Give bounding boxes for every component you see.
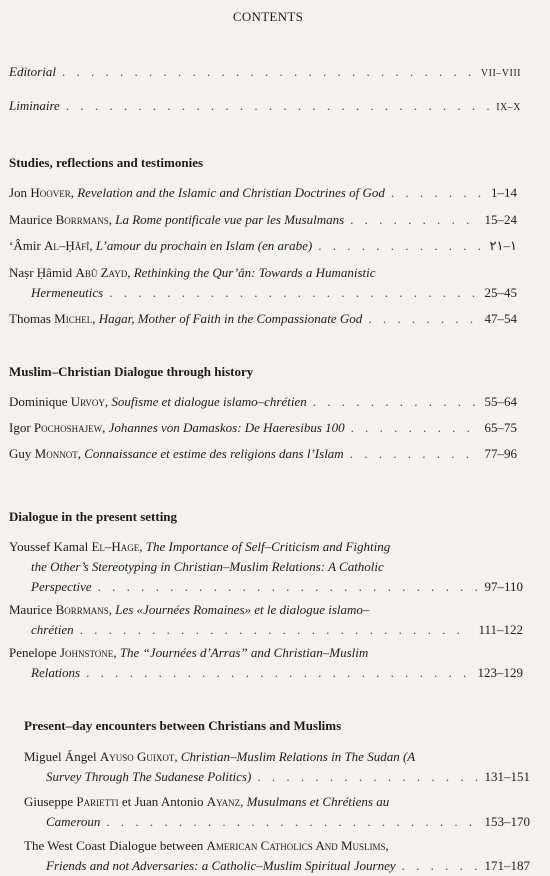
dot-leader	[86, 663, 471, 683]
dot-leader	[350, 444, 479, 464]
entry-pages: 123–129	[477, 665, 523, 680]
author-last: American Catholics And Muslims	[206, 838, 386, 853]
toc-entry[interactable]: Guy Monnot, Connaissance et estime des religions dans l’Islam . . . 77–96	[9, 444, 517, 464]
entry-title: Friends and not Adversaries: a Catholic–Muslim Spiritual Journey	[46, 858, 396, 873]
author-first: Dominique	[9, 394, 71, 409]
entry-pages: 47–54	[484, 311, 517, 326]
dot-leader	[350, 210, 478, 230]
entry-pages: 65–75	[484, 420, 517, 435]
section-heading: Dialogue in the present setting	[9, 509, 178, 524]
entry-pages: 111–122	[478, 622, 523, 637]
entry-title-cont: chrétien	[31, 622, 74, 637]
author-last: Hoover	[30, 185, 71, 200]
entry-pages: 55–64	[484, 394, 517, 409]
toc-entry[interactable]: Miguel Ángel Ayuso Guixot, Christian–Muslim Relations in The Sudan (A Survey Through The Sudanese Politics) . . . 131–151	[24, 747, 530, 787]
author-last: Parietti	[76, 794, 119, 809]
dot-leader	[106, 812, 478, 832]
entry-pages: 1–14	[491, 185, 517, 200]
entry-title: Revelation and the Islamic and Christian Doctrines of God	[77, 185, 385, 200]
entry-pages: 171–187	[484, 858, 530, 873]
toc-entry[interactable]: Maurice Borrmans, Les «Journées Romaines» et le dialogue islamo– chrétien . . . 111–122	[9, 600, 523, 640]
dot-leader	[391, 183, 485, 203]
entry-title-note: (en arabe)	[254, 238, 313, 253]
dot-leader	[98, 577, 479, 597]
toc-entry-editorial[interactable]	[9, 62, 521, 84]
dot-leader	[313, 392, 479, 412]
entry-title: Liminaire	[9, 98, 60, 113]
author-first: The West Coast Dialogue between	[24, 838, 207, 853]
entry-pages: IX–X	[496, 102, 521, 113]
entry-title: L’amour du prochain en Islam	[95, 238, 255, 253]
entry-title-cont: Relations	[31, 665, 81, 680]
dot-leader	[257, 767, 478, 787]
entry-title: Les «Journées Romaines» et le dialogue islamo–	[115, 602, 370, 617]
author-first: Naṣr Ḥâmid	[9, 265, 76, 280]
author-first: Youssef Kamal	[9, 539, 92, 554]
toc-entry[interactable]: Penelope Johnstone, The “Journées d’Arras” and Christian–Muslim Relations . . . 123–129	[9, 643, 523, 683]
toc-entry-liminaire[interactable]	[9, 96, 521, 118]
page-title: CONTENTS	[232, 9, 304, 24]
dot-leader	[368, 309, 478, 329]
toc-entry[interactable]: Jon Hoover, Revelation and the Islamic and Christian Doctrines of God . . . 1–14	[9, 183, 517, 203]
author-first: Miguel Ángel	[24, 749, 100, 764]
entry-title-cont: the Other’s Stereotyping in Christian–Muslim Relations: A Catholic	[31, 559, 384, 574]
toc-entry[interactable]: ‘Âmir Al–Ḥâfî, L’amour du prochain en Islam (en arabe) . . . ١–٢١	[9, 236, 517, 256]
author-last: Urvoy	[70, 394, 105, 409]
entry-title: The “Journées d’Arras” and Christian–Muslim	[119, 645, 369, 660]
toc-entry[interactable]: Giuseppe Parietti et Juan Antonio Ayanz, Musulmans et Chrétiens au Cameroun . . . 153–170	[24, 792, 530, 832]
author-first: Maurice	[9, 212, 56, 227]
toc-entry[interactable]: Dominique Urvoy, Soufisme et dialogue islamo–chrétien . . . 55–64	[9, 392, 517, 412]
author-first: Guy	[9, 446, 35, 461]
author-first: Maurice	[9, 602, 56, 617]
entry-title-cont: Perspective	[31, 579, 92, 594]
author-last: Michel	[54, 311, 93, 326]
toc-entry[interactable]: Youssef Kamal El–Hage, The Importance of Self–Criticism and Fighting the Other’s Stereotyping in Christian–Muslim Relations: A Catholic Perspective . . . 97–110	[9, 537, 523, 597]
author-first: Thomas	[9, 311, 55, 326]
dot-leader	[66, 96, 490, 116]
author-last: El–Hage	[91, 539, 140, 554]
entry-pages: 77–96	[484, 446, 517, 461]
entry-pages: 15–24	[484, 212, 517, 227]
toc-entry[interactable]: The West Coast Dialogue between American Catholics And Muslims, Friends and not Adversaries: a Catholic–Muslim Spiritual Journey . . . 171–187	[24, 836, 530, 876]
section-heading: Studies, reflections and testimonies	[9, 155, 204, 170]
author-last: Borrmans	[55, 602, 109, 617]
entry-title: Editorial	[9, 64, 56, 79]
toc-entry[interactable]: Thomas Michel, Hagar, Mother of Faith in the Compassionate God . . . 47–54	[9, 309, 517, 329]
entry-title: Johannes von Damaskos: De Haeresibus 100	[108, 420, 345, 435]
entry-title: Musulmans et Chrétiens au	[246, 794, 390, 809]
author-last: Pochoshajew	[33, 420, 103, 435]
dot-leader	[62, 62, 475, 82]
section-heading: Present–day encounters between Christians and Muslims	[24, 718, 342, 733]
entry-title: La Rome pontificale vue par les Musulmans	[115, 212, 345, 227]
entry-title: Connaissance et estime des religions dans l’Islam	[84, 446, 344, 461]
dot-leader	[318, 236, 483, 256]
entry-pages: ١–٢١	[489, 238, 517, 253]
dot-leader	[109, 283, 478, 303]
entry-title-cont: Hermeneutics	[31, 285, 104, 300]
author-first: Jon	[9, 185, 31, 200]
toc-entry[interactable]: Naṣr Ḥâmid Abû Zayd, Rethinking the Qur’ân: Towards a Humanistic Hermeneutics . . . 25–45	[9, 263, 517, 303]
entry-title: Christian–Muslim Relations in The Sudan (A	[180, 749, 416, 764]
entry-title: Hagar, Mother of Faith in the Compassionate God	[98, 311, 363, 326]
author-last: Al–Ḥâfî	[44, 238, 90, 253]
entry-title: Rethinking the Qur’ân: Towards a Humanistic	[133, 265, 376, 280]
author-last-2: Ayanz	[206, 794, 241, 809]
author-first: Penelope	[9, 645, 60, 660]
author-last: Borrmans	[55, 212, 109, 227]
entry-title-cont: Survey Through The Sudanese Politics)	[46, 769, 252, 784]
author-first: Giuseppe	[24, 794, 77, 809]
author-joiner: et Juan Antonio	[118, 794, 207, 809]
entry-pages: 153–170	[484, 814, 530, 829]
author-last: Johnstone	[59, 645, 114, 660]
entry-title-cont: Cameroun	[46, 814, 101, 829]
toc-entry[interactable]: Igor Pochoshajew, Johannes von Damaskos: De Haeresibus 100 . . . 65–75	[9, 418, 517, 438]
entry-pages: 97–110	[484, 579, 523, 594]
toc-entry[interactable]: Maurice Borrmans, La Rome pontificale vue par les Musulmans . . . 15–24	[9, 210, 517, 230]
entry-pages: VII–VIII	[480, 68, 521, 79]
entry-title: The Importance of Self–Criticism and Fighting	[145, 539, 391, 554]
dot-leader	[402, 856, 479, 876]
author-last: Monnot	[34, 446, 78, 461]
entry-pages: 25–45	[484, 285, 517, 300]
entry-pages: 131–151	[484, 769, 530, 784]
author-last: Ayuso Guixot	[99, 749, 175, 764]
author-last: Abû Zayd	[75, 265, 128, 280]
entry-title: Soufisme et dialogue islamo–chrétien	[111, 394, 307, 409]
author-first: Igor	[9, 420, 34, 435]
dot-leader	[351, 418, 479, 438]
author-first: ‘Âmir	[9, 238, 45, 253]
section-heading: Muslim–Christian Dialogue through history	[9, 364, 254, 379]
dot-leader	[80, 620, 473, 640]
